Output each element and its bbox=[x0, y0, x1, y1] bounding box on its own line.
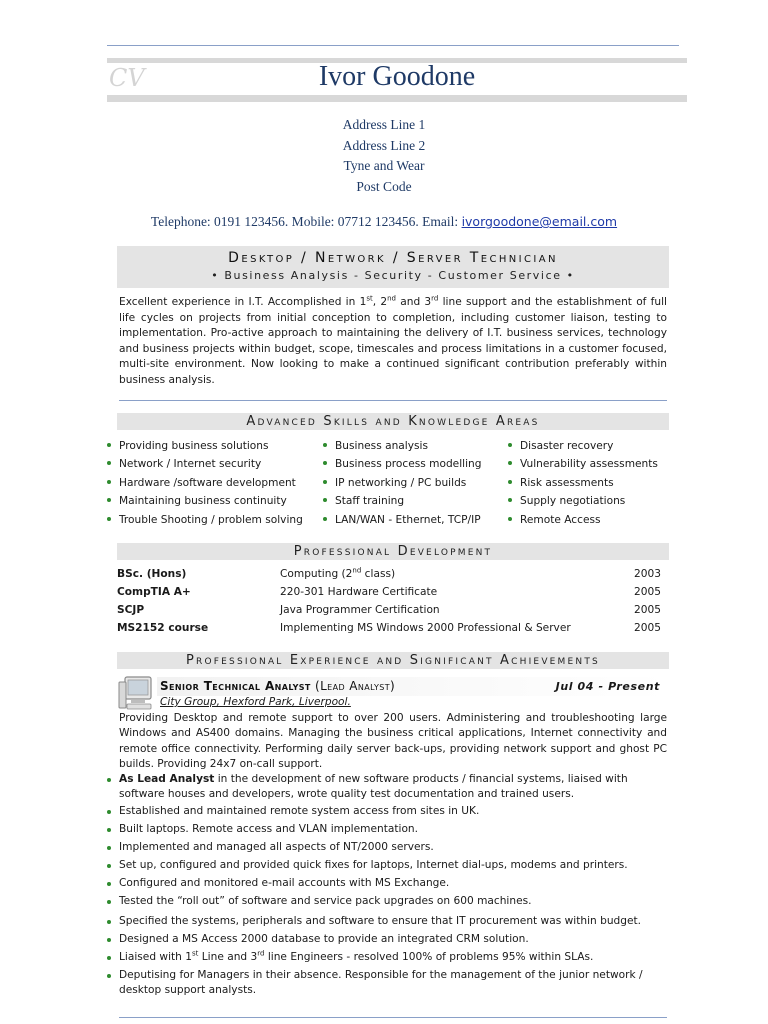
summary-sup-1: st bbox=[366, 294, 373, 303]
bottom-divider bbox=[119, 1017, 667, 1018]
bullet-icon bbox=[107, 900, 111, 904]
bullet-icon bbox=[107, 498, 111, 502]
achievement-text: Implemented and managed all aspects of NT/2000 servers. bbox=[119, 841, 434, 853]
achievement-bold: As Lead Analyst bbox=[119, 773, 215, 785]
summary-text-4: line support and the establishment of full life cycles on projects from initial conception to completion, including customer liaison, testing to implementation. Pro-active approach to maintaining the delivery of I.T. business services, technology and business projects within budget, scope, timescales and process limitations in a customer focused, multi-site environment. Now looking to make a continued significant contribution preferably within business analysis. bbox=[119, 296, 667, 386]
skill-label: Supply negotiations bbox=[520, 495, 626, 508]
bullet-icon bbox=[323, 480, 327, 484]
bullet-icon bbox=[107, 920, 111, 924]
bullet-icon bbox=[107, 882, 111, 886]
achievement-text: Configured and monitored e-mail accounts with MS Exchange. bbox=[119, 877, 450, 889]
skills-column-3 bbox=[508, 439, 658, 531]
summary-sup-3: rd bbox=[431, 294, 439, 303]
bullet-icon bbox=[323, 461, 327, 465]
table-row bbox=[117, 604, 661, 622]
list-item bbox=[508, 457, 658, 475]
qualification-description: Java Programmer Certification bbox=[280, 604, 440, 616]
table-row bbox=[117, 622, 661, 640]
bullet-icon bbox=[107, 517, 111, 521]
list-item bbox=[107, 772, 667, 803]
computer-icon bbox=[116, 674, 156, 714]
bullet-icon bbox=[107, 864, 111, 868]
list-item bbox=[323, 457, 481, 475]
achievement-rest: in the development of new software products / financial systems, liaised with software houses and developers, wrote quality test documentation and trained users. bbox=[119, 773, 628, 801]
list-item bbox=[508, 494, 658, 512]
bullet-icon bbox=[107, 956, 111, 960]
bullet-icon bbox=[323, 498, 327, 502]
address-line-1: Address Line 1 bbox=[342, 117, 426, 132]
ach-text-c: line Engineers - resolved 100% of problems 95% within SLAs. bbox=[264, 951, 594, 963]
list-item bbox=[323, 513, 481, 531]
job-title-block bbox=[117, 246, 669, 288]
header-band bbox=[107, 58, 687, 102]
achievement-text bbox=[119, 950, 667, 965]
bullet-icon bbox=[107, 828, 111, 832]
header-band-bottom bbox=[107, 95, 687, 102]
achievement-text: Designed a MS Access 2000 database to provide an integrated CRM solution. bbox=[119, 933, 529, 945]
list-item bbox=[508, 439, 658, 457]
list-item bbox=[107, 494, 303, 512]
company-name: City Group, Hexford Park, Liverpool. bbox=[160, 696, 351, 708]
skill-label: Trouble Shooting / problem solving bbox=[119, 513, 303, 526]
desc-text: Computing (2 bbox=[280, 568, 353, 580]
target-role: Desktop / Network / Server Technician bbox=[228, 250, 558, 266]
desc-sup: nd bbox=[352, 566, 362, 575]
list-item bbox=[323, 439, 481, 457]
role-focus-areas: • Business Analysis - Security - Customer Service • bbox=[211, 269, 575, 282]
experience-heading: Professional Experience and Significant Achievements bbox=[117, 652, 669, 669]
qualification-year: 2003 bbox=[634, 568, 661, 580]
qualification-description: Implementing MS Windows 2000 Professional & Server bbox=[280, 622, 571, 634]
skill-label: Risk assessments bbox=[520, 476, 614, 489]
summary-text-3: and 3 bbox=[395, 296, 432, 308]
skill-label: Staff training bbox=[335, 495, 405, 508]
address-line-2: Address Line 2 bbox=[342, 138, 426, 153]
cv-mark: CV bbox=[109, 64, 145, 92]
bullet-icon bbox=[323, 517, 327, 521]
contact-phones: Telephone: 0191 123456. Mobile: 07712 123456. Email: bbox=[150, 214, 462, 229]
bullet-icon bbox=[508, 461, 512, 465]
list-item bbox=[107, 513, 303, 531]
skill-label: Hardware /software development bbox=[119, 476, 296, 489]
bullet-icon bbox=[107, 480, 111, 484]
skill-label: Business process modelling bbox=[335, 458, 482, 471]
qualification: SCJP bbox=[117, 604, 145, 616]
bullet-icon bbox=[508, 498, 512, 502]
qualification-year: 2005 bbox=[634, 622, 661, 634]
bullet-icon bbox=[107, 938, 111, 942]
bullet-icon bbox=[107, 778, 111, 782]
ach-sup-2: rd bbox=[257, 949, 265, 958]
bullet-icon bbox=[508, 443, 512, 447]
contact-line bbox=[0, 214, 768, 230]
qualification: MS2152 course bbox=[117, 622, 209, 634]
skill-label: Disaster recovery bbox=[520, 440, 614, 452]
job-description: Providing Desktop and remote support to over 200 users. Administering and troubleshooting large Windows and AS400 domains. Managing the business critical applications, Internet connectivity and remote office connectivity. Performing daily server back-ups, providing network support and ghost PC builds. Providing 24x7 on-call support. bbox=[119, 712, 667, 770]
qualification-year: 2005 bbox=[634, 604, 661, 616]
achievement-text: Specified the systems, peripherals and software to ensure that IT procurement was within budget. bbox=[119, 915, 642, 927]
qualification-description: 220-301 Hardware Certificate bbox=[280, 586, 438, 598]
achievement-text: Built laptops. Remote access and VLAN implementation. bbox=[119, 823, 419, 835]
summary-text-1: Excellent experience in I.T. Accomplished in 1 bbox=[119, 296, 367, 308]
bullet-icon bbox=[107, 974, 111, 978]
table-row bbox=[117, 568, 661, 586]
profile-summary bbox=[119, 295, 667, 389]
list-item bbox=[508, 513, 658, 531]
list-item bbox=[107, 457, 303, 475]
list-item bbox=[107, 476, 303, 494]
table-row bbox=[117, 586, 661, 604]
address-postcode: Post Code bbox=[356, 179, 412, 194]
bullet-icon bbox=[107, 846, 111, 850]
achievement-text: Set up, configured and provided quick fixes for laptops, Internet dial-ups, modems and printers. bbox=[119, 859, 628, 871]
candidate-name: Ivor Goodone bbox=[318, 61, 476, 92]
skill-label: LAN/WAN - Ethernet, TCP/IP bbox=[335, 513, 481, 526]
skill-label: Business analysis bbox=[335, 440, 428, 452]
desc-text-end: class) bbox=[361, 568, 396, 580]
list-item bbox=[107, 439, 303, 457]
ach-sup-1: st bbox=[192, 949, 199, 958]
summary-divider bbox=[119, 400, 667, 401]
achievement-text: Tested the “roll out” of software and service pack upgrades on 600 machines. bbox=[119, 895, 532, 907]
email-link[interactable]: ivorgoodone@email.com bbox=[461, 214, 618, 229]
qualification-year: 2005 bbox=[634, 586, 661, 598]
development-heading: Professional Development bbox=[117, 543, 669, 560]
qualification: BSc. (Hons) bbox=[117, 568, 187, 580]
skill-label: Providing business solutions bbox=[119, 440, 269, 452]
list-item bbox=[323, 476, 481, 494]
skills-heading: Advanced Skills and Knowledge Areas bbox=[117, 413, 669, 430]
achievement-text bbox=[119, 772, 667, 803]
bullet-icon bbox=[107, 443, 111, 447]
list-item bbox=[508, 476, 658, 494]
address-county: Tyne and Wear bbox=[343, 158, 425, 173]
summary-sup-2: nd bbox=[387, 294, 396, 303]
achievement-text: Established and maintained remote system access from sites in UK. bbox=[119, 805, 480, 817]
ach-text-b: Line and 3 bbox=[198, 951, 258, 963]
summary-text-2: , 2 bbox=[372, 296, 388, 308]
qualification-description bbox=[280, 568, 395, 580]
bullet-icon bbox=[107, 810, 111, 814]
job-position: Senior Technical Analyst bbox=[160, 679, 311, 693]
bullet-icon bbox=[508, 480, 512, 484]
list-item bbox=[107, 968, 667, 999]
skill-label: Maintaining business continuity bbox=[119, 495, 287, 508]
bullet-icon bbox=[107, 461, 111, 465]
qualification: CompTIA A+ bbox=[117, 586, 191, 598]
bullet-icon bbox=[323, 443, 327, 447]
skill-label: Network / Internet security bbox=[119, 458, 262, 471]
skills-column-1 bbox=[107, 439, 303, 531]
job-title bbox=[160, 679, 395, 693]
top-divider bbox=[107, 45, 679, 46]
ach-text-a: Liaised with 1 bbox=[119, 951, 192, 963]
list-item bbox=[323, 494, 481, 512]
achievement-text: Deputising for Managers in their absence. Responsible for the management of the junior network / desktop support analysts. bbox=[119, 969, 643, 997]
job-date: Jul 04 - Present bbox=[555, 680, 660, 693]
skills-column-2 bbox=[323, 439, 481, 531]
skill-label: IP networking / PC builds bbox=[335, 476, 467, 489]
bullet-icon bbox=[508, 517, 512, 521]
skill-label: Vulnerability assessments bbox=[520, 458, 658, 471]
job-role: (Lead Analyst) bbox=[310, 679, 396, 693]
skill-label: Remote Access bbox=[520, 513, 601, 526]
